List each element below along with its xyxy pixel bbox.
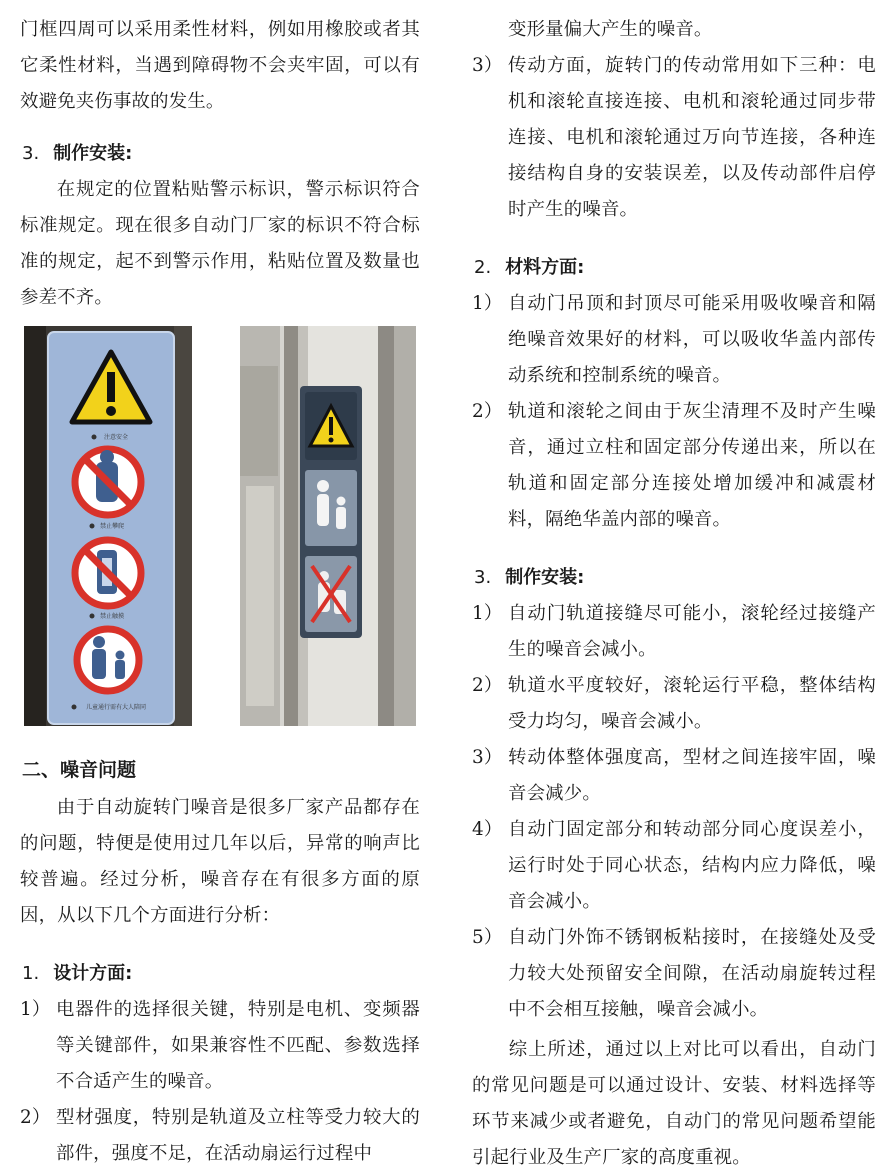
list-item	[472, 394, 876, 538]
material-heading	[474, 250, 876, 286]
left-column	[20, 0, 420, 1172]
noise-paragraph: 由于自动旋转门噪音是很多厂家产品都存在的问题，特便是使用过几年以后，异常的响声比较普遍。经过分析，噪音存在有很多方面的原因，从以下几个方面进行分析：	[20, 797, 420, 926]
list-item	[472, 668, 876, 740]
adult-child-icon	[305, 470, 357, 546]
item-text: 变形量偏大产生的噪音。	[508, 19, 713, 40]
item-marker: 2）	[20, 1107, 51, 1128]
item-marker: 2）	[472, 675, 503, 696]
item-text: 电器件的选择很关键，特别是电机、变频器等关键部件，如果兼容性不匹配、参数选择不合适产生的噪音。	[56, 999, 420, 1092]
section-title: 材料方面:	[505, 257, 585, 278]
sign-label-4: 儿童通行需有大人陪同	[85, 704, 147, 711]
child-with-adult-icon	[77, 629, 139, 691]
item-text: 传动方面，旋转门的传动常用如下三种：电机和滚轮直接连接、电机和滚轮通过同步带连接、电机和滚轮通过万向节连接，各种连接结构自身的安装误差，以及传动部件启停时产生的噪音。	[508, 55, 876, 220]
warning-triangle-icon	[305, 392, 357, 460]
section-title: 制作安装:	[505, 567, 585, 588]
list-item	[472, 596, 876, 668]
sign-label-3: 禁止触摸	[99, 613, 125, 620]
item-marker: 1）	[472, 603, 503, 624]
list-item	[472, 286, 876, 394]
list-item	[472, 48, 876, 228]
warning-sign-photo-left	[24, 326, 192, 726]
section-number: 3.	[474, 567, 492, 588]
section-number: 3.	[22, 143, 40, 164]
item-text: 轨道和滚轮之间由于灰尘清理不及时产生噪音，通过立柱和固定部分传递出来，所以在轨道和固定部分连接处增加缓冲和减震材料，隔绝华盖内部的噪音。	[508, 401, 876, 530]
sign-label-2: 禁止攀爬	[99, 523, 125, 530]
continued-text	[472, 12, 876, 48]
install-heading	[474, 560, 876, 596]
list-item	[472, 740, 876, 812]
list-item	[472, 812, 876, 920]
sign-label-1: 注意安全	[103, 434, 129, 441]
intro-paragraph: 门框四周可以采用柔性材料，例如用橡胶或者其它柔性材料，当遇到障碍物不会夹牢固，可以有效避免夹伤事故的发生。	[20, 19, 420, 112]
item-text: 自动门外饰不锈钢板粘接时，在接缝处及受力较大处预留安全间隙，在活动扇旋转过程中不会相互接触，噪音会减小。	[508, 927, 876, 1020]
photo-pair	[24, 326, 420, 726]
warning-sign-photo-right	[240, 326, 416, 726]
list-item	[472, 920, 876, 1028]
item-text: 转动体整体强度高，型材之间连接牢固，噪音会减少。	[508, 747, 876, 804]
conclusion-paragraph: 综上所述，通过以上对比可以看出，自动门的常见问题是可以通过设计、安装、材料选择等环节来减少或者避免，自动门的常见问题希望能引起行业及生产厂家的高度重视。	[472, 1039, 876, 1168]
item-marker: 1）	[20, 999, 51, 1020]
item-marker: 3）	[472, 747, 503, 768]
item-marker: 2）	[472, 401, 503, 422]
item-text: 型材强度，特别是轨道及立柱等受力较大的部件，强度不足，在活动扇运行过程中	[56, 1107, 420, 1164]
no-climbing-icon	[75, 449, 141, 515]
list-item	[20, 992, 420, 1100]
item-marker: 4）	[472, 819, 503, 840]
section-number: 1.	[22, 963, 40, 984]
item-text: 自动门吊顶和封顶尽可能采用吸收噪音和隔绝噪音效果好的材料，可以吸收华盖内部传动系统和控制系统的噪音。	[508, 293, 876, 386]
list-item	[20, 1100, 420, 1172]
item-text: 自动门固定部分和转动部分同心度误差小，运行时处于同心状态，结构内应力降低，噪音会减小。	[508, 819, 876, 912]
item-marker: 5）	[472, 927, 503, 948]
no-pushing-icon	[305, 556, 357, 632]
section-number: 2.	[474, 257, 492, 278]
design-heading	[22, 956, 420, 992]
no-touch-icon	[75, 540, 141, 606]
item-marker: 1）	[472, 293, 503, 314]
section-heading-install	[22, 136, 420, 172]
noise-heading: 二、噪音问题	[22, 759, 137, 781]
item-text: 自动门轨道接缝尽可能小，滚轮经过接缝产生的噪音会减小。	[508, 603, 876, 660]
section-title: 设计方面:	[53, 963, 133, 984]
section-title: 制作安装:	[53, 143, 133, 164]
right-column	[472, 0, 876, 1176]
install-paragraph: 在规定的位置粘贴警示标识，警示标识符合标准规定。现在很多自动门厂家的标识不符合标准的规定，起不到警示作用，粘贴位置及数量也参差不齐。	[20, 179, 420, 308]
item-text: 轨道水平度较好，滚轮运行平稳，整体结构受力均匀，噪音会减小。	[508, 675, 876, 732]
item-marker: 3）	[472, 55, 503, 76]
